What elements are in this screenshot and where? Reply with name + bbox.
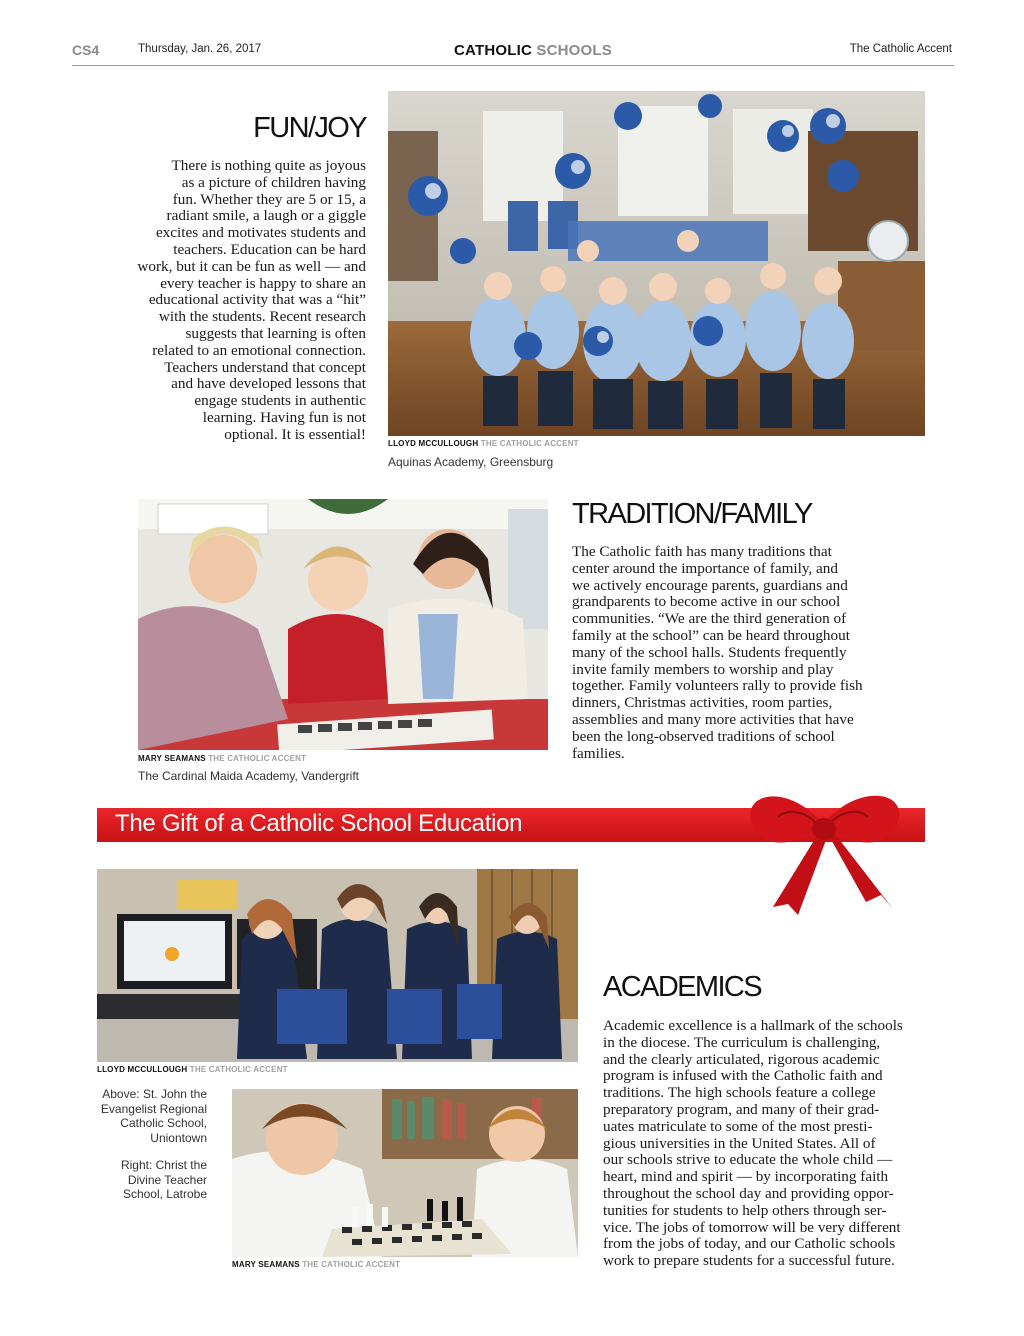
tradition-line: family at the school” can be heard throughout: [572, 626, 850, 644]
aquinas-classroom-photo: [388, 91, 925, 436]
tradition-line: been the long-observed traditions of school: [572, 727, 835, 745]
funjoy-line: as a picture of children having: [181, 173, 366, 191]
tradition-line: families.: [572, 744, 625, 762]
academics-line: preparatory program, and many of their grad-: [603, 1100, 880, 1118]
academics-line: gious universities in the United States. All of: [603, 1134, 876, 1152]
funjoy-line: work, but it can be fun as well — and: [137, 257, 366, 275]
funjoy-body: [137, 158, 366, 444]
academics-line: and the clearly articulated, rigorous academic: [603, 1050, 880, 1068]
funjoy-line: learning. Having fun is not: [202, 408, 366, 426]
photo-credit-publication: THE CATHOLIC ACCENT: [189, 1065, 288, 1074]
funjoy-line: educational activity that was a “hit”: [148, 291, 366, 309]
photographer-name: MARY SEAMANS: [138, 754, 206, 763]
cardinal-maida-family-photo: [138, 499, 548, 750]
caption-right-line: Right: Christ the: [120, 1158, 207, 1172]
funjoy-line: optional. It is essential!: [224, 425, 366, 443]
section-title: [454, 42, 612, 59]
aquinas-photo-credit: [388, 439, 579, 448]
computer-lab-illustration: [97, 869, 578, 1062]
academics-line: heart, mind and spirit — by incorporating faith: [603, 1168, 889, 1186]
aquinas-classroom-illustration: [388, 91, 925, 436]
funjoy-line: with the students. Recent research: [158, 308, 366, 326]
academics-body: [603, 1018, 903, 1270]
funjoy-heading: FUN/JOY: [253, 112, 366, 144]
caption-above-line: Above: St. John the: [102, 1087, 207, 1101]
academics-line: our schools strive to educate the whole child —: [603, 1151, 893, 1169]
caption-above: [101, 1087, 207, 1145]
photographer-name: MARY SEAMANS: [232, 1260, 300, 1269]
academics-line: Academic excellence is a hallmark of the schools: [603, 1017, 903, 1034]
caption-right: [121, 1158, 207, 1202]
tradition-line: The Catholic faith has many traditions that: [572, 543, 832, 560]
caption-above-line: Catholic School,: [120, 1116, 207, 1130]
section-title-bold: CATHOLIC: [454, 42, 532, 59]
red-bow-icon: [718, 782, 928, 917]
academics-line: throughout the school day and providing oppor-: [603, 1184, 894, 1202]
section-title-light: SCHOOLS: [536, 42, 612, 59]
academics-line: tunities for students to help others through ser-: [603, 1201, 887, 1219]
photo-credit-publication: THE CATHOLIC ACCENT: [208, 754, 307, 763]
funjoy-line: Teachers understand that concept: [164, 358, 366, 376]
publication-name: The Catholic Accent: [849, 43, 952, 55]
academics-line: in the diocese. The curriculum is challenging,: [603, 1033, 881, 1051]
academics-line: uates matriculate to some of the most presti-: [603, 1117, 873, 1135]
funjoy-line: fun. Whether they are 5 or 15, a: [172, 190, 366, 208]
gift-ribbon-text: The Gift of a Catholic School Education: [115, 810, 523, 837]
academics-heading: ACADEMICS: [603, 971, 762, 1003]
cardinal-maida-photo-credit: [138, 754, 306, 763]
tradition-line: we actively encourage parents, guardians and: [572, 576, 848, 594]
tradition-line: communities. “We are the third generation of: [572, 610, 847, 628]
caption-right-line: Divine Teacher: [127, 1172, 207, 1187]
tradition-line: many of the school halls. Students frequently: [572, 643, 847, 661]
funjoy-line: teachers. Education can be hard: [173, 240, 366, 258]
photo-credit-publication: THE CATHOLIC ACCENT: [302, 1260, 401, 1269]
tradition-line: grandparents to become active in our school: [572, 593, 841, 611]
header-rule: [72, 65, 954, 66]
caption-above-line: Uniontown: [150, 1130, 207, 1145]
photographer-name: LLOYD MCCULLOUGH: [97, 1065, 188, 1074]
photo-credit-publication: THE CATHOLIC ACCENT: [480, 439, 579, 448]
funjoy-line: radiant smile, a laugh or a giggle: [166, 207, 366, 225]
funjoy-line: related to an emotional connection.: [152, 341, 366, 359]
funjoy-line: every teacher is happy to share an: [160, 274, 366, 292]
computer-lab-photo: [97, 869, 578, 1062]
academics-line: work to prepare students for a successful future.: [603, 1252, 895, 1270]
tradition-line: dinners, Christmas activities, room parties,: [572, 694, 833, 712]
issue-date: Thursday, Jan. 26, 2017: [138, 43, 262, 55]
caption-right-line: School, Latrobe: [122, 1187, 207, 1201]
chess-photo: [232, 1089, 578, 1257]
page-folio: CS4: [72, 42, 100, 58]
aquinas-photo-caption: Aquinas Academy, Greensburg: [388, 455, 554, 469]
tradition-line: invite family members to worship and play: [572, 660, 834, 678]
caption-above-line: Evangelist Regional: [100, 1101, 207, 1116]
academics-line: from the jobs of today, and our Catholic schools: [603, 1235, 896, 1253]
funjoy-line: engage students in authentic: [194, 392, 366, 410]
funjoy-line: There is nothing quite as joyous: [171, 157, 366, 174]
cardinal-maida-photo-caption: The Cardinal Maida Academy, Vandergrift: [138, 769, 359, 783]
academics-line: traditions. The high schools feature a college: [603, 1084, 876, 1102]
tradition-line: center around the importance of family, and: [572, 559, 838, 577]
tradition-line: together. Family volunteers rally to provide fish: [572, 677, 863, 695]
academics-line: vice. The jobs of tomorrow will be very different: [603, 1218, 901, 1236]
tradition-body: [572, 544, 863, 762]
funjoy-line: and have developed lessons that: [171, 375, 366, 393]
academics-line: program is infused with the Catholic faith and: [603, 1067, 883, 1085]
cardinal-maida-family-illustration: [138, 499, 548, 750]
photographer-name: LLOYD MCCULLOUGH: [388, 439, 479, 448]
funjoy-line: excites and motivates students and: [155, 224, 366, 242]
computer-lab-photo-credit: [97, 1065, 288, 1074]
funjoy-line: suggests that learning is often: [185, 324, 366, 342]
chess-illustration: [232, 1089, 578, 1257]
tradition-line: assemblies and many more activities that have: [572, 710, 854, 728]
chess-photo-credit: [232, 1260, 400, 1269]
tradition-heading: TRADITION/FAMILY: [572, 498, 812, 530]
